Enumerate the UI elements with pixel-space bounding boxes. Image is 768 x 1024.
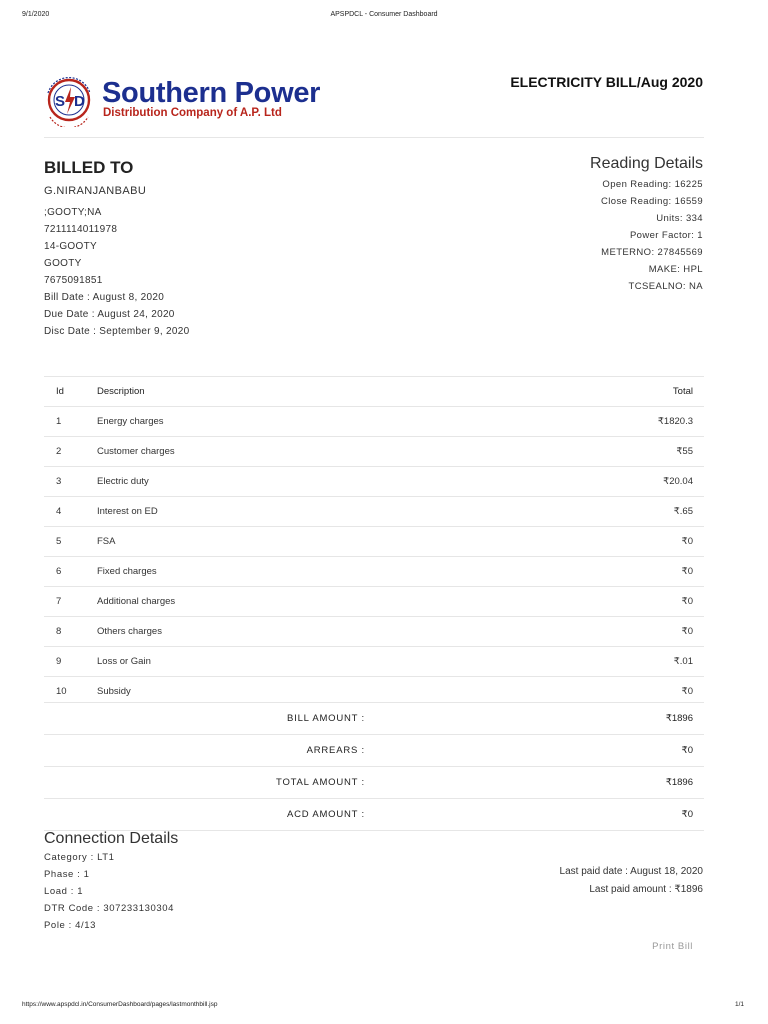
meter-make: MAKE: HPL <box>648 264 703 275</box>
row-id: 7 <box>44 587 97 617</box>
table-row <box>44 647 704 677</box>
summary-label: TOTAL AMOUNT : <box>44 767 366 799</box>
print-bill-button[interactable]: Print Bill <box>652 941 693 952</box>
summary-row-bill-amount <box>44 703 704 735</box>
row-description: Energy charges <box>97 407 479 437</box>
row-description: FSA <box>97 527 479 557</box>
row-total: ₹.01 <box>479 647 704 677</box>
row-total: ₹0 <box>479 677 704 707</box>
summary-row-acd-amount <box>44 799 704 831</box>
row-id: 10 <box>44 677 97 707</box>
row-id: 3 <box>44 467 97 497</box>
reading-details-list <box>601 176 703 295</box>
row-description: Interest on ED <box>97 497 479 527</box>
row-id: 2 <box>44 437 97 467</box>
row-total: ₹0 <box>479 617 704 647</box>
row-total: ₹1820.3 <box>479 407 704 437</box>
table-row <box>44 617 704 647</box>
address-line-1: ;GOOTY;NA <box>44 207 102 218</box>
summary-value: ₹1896 <box>366 767 704 799</box>
row-description: Electric duty <box>97 467 479 497</box>
units: Units: 334 <box>656 213 703 224</box>
sd-emblem-icon <box>40 73 98 127</box>
row-id: 8 <box>44 617 97 647</box>
category: Category : LT1 <box>44 852 115 863</box>
header-description: Description <box>97 377 479 407</box>
row-id: 1 <box>44 407 97 437</box>
bill-date: Bill Date : August 8, 2020 <box>44 292 165 303</box>
summary-row-total-amount <box>44 767 704 799</box>
row-total: ₹0 <box>479 587 704 617</box>
row-id: 5 <box>44 527 97 557</box>
logo-subtitle: Distribution Company of A.P. Ltd <box>103 107 282 119</box>
print-header <box>0 11 768 23</box>
summary-table <box>44 702 704 831</box>
connection-details-list <box>44 849 174 934</box>
summary-label: ARREARS : <box>44 735 366 767</box>
billed-to-heading: BILLED TO <box>44 158 134 177</box>
billed-to-details <box>44 183 189 340</box>
summary-label: ACD AMOUNT : <box>44 799 366 831</box>
row-description: Loss or Gain <box>97 647 479 677</box>
table-row <box>44 407 704 437</box>
table-row <box>44 557 704 587</box>
print-date: 9/1/2020 <box>22 11 50 18</box>
dtr-code: DTR Code : 307233130304 <box>44 903 174 914</box>
power-factor: Power Factor: 1 <box>629 230 703 241</box>
tc-seal-number: TCSEALNO: NA <box>628 281 703 292</box>
address-line-2: 14-GOOTY <box>44 241 97 252</box>
service-number: 7211114011978 <box>44 224 118 235</box>
phone-number: 7675091851 <box>44 275 103 286</box>
last-paid-amount: Last paid amount : ₹1896 <box>589 884 703 895</box>
row-total: ₹0 <box>479 527 704 557</box>
summary-value: ₹0 <box>366 735 704 767</box>
table-row <box>44 437 704 467</box>
svg-text:D: D <box>74 93 85 110</box>
summary-value: ₹1896 <box>366 703 704 735</box>
print-footer <box>0 1001 768 1013</box>
open-reading: Open Reading: 16225 <box>602 179 703 190</box>
row-id: 4 <box>44 497 97 527</box>
table-row <box>44 497 704 527</box>
row-total: ₹55 <box>479 437 704 467</box>
print-page-number: 1/1 <box>734 1001 744 1008</box>
table-row <box>44 527 704 557</box>
connection-details-heading: Connection Details <box>44 830 179 847</box>
consumer-name: G.NIRANJANBABU <box>44 185 147 197</box>
close-reading: Close Reading: 16559 <box>600 196 703 207</box>
due-date: Due Date : August 24, 2020 <box>44 309 175 320</box>
row-description: Fixed charges <box>97 557 479 587</box>
row-description: Additional charges <box>97 587 479 617</box>
pole: Pole : 4/13 <box>44 920 97 931</box>
bill-title: ELECTRICITY BILL/Aug 2020 <box>510 74 703 90</box>
last-paid-date: Last paid date : August 18, 2020 <box>559 866 703 877</box>
load: Load : 1 <box>44 886 84 897</box>
row-total: ₹20.04 <box>479 467 704 497</box>
row-total: ₹.65 <box>479 497 704 527</box>
summary-value: ₹0 <box>366 799 704 831</box>
header-id: Id <box>44 377 97 407</box>
row-description: Others charges <box>97 617 479 647</box>
charges-table <box>44 376 704 706</box>
print-title: APSPDCL - Consumer Dashboard <box>330 11 438 18</box>
reading-details-heading: Reading Details <box>590 155 703 172</box>
table-row <box>44 467 704 497</box>
row-total: ₹0 <box>479 557 704 587</box>
header-divider <box>44 137 704 138</box>
summary-row-arrears <box>44 735 704 767</box>
town: GOOTY <box>44 258 82 269</box>
svg-text:S: S <box>55 93 66 110</box>
row-id: 9 <box>44 647 97 677</box>
meter-number: METERNO: 27845569 <box>601 247 703 258</box>
row-description: Customer charges <box>97 437 479 467</box>
disc-date: Disc Date : September 9, 2020 <box>44 326 190 337</box>
phase: Phase : 1 <box>44 869 90 880</box>
logo-brand-name: Southern Power <box>102 77 321 109</box>
row-description: Subsidy <box>97 677 479 707</box>
last-paid-info <box>560 863 703 899</box>
print-url: https://www.apspdcl.in/ConsumerDashboard/pages/lastmonthbill.jsp <box>22 1001 218 1008</box>
summary-label: BILL AMOUNT : <box>44 703 366 735</box>
header-total: Total <box>479 377 704 407</box>
row-id: 6 <box>44 557 97 587</box>
table-row <box>44 587 704 617</box>
table-header-row <box>44 377 704 407</box>
company-logo <box>40 73 320 129</box>
